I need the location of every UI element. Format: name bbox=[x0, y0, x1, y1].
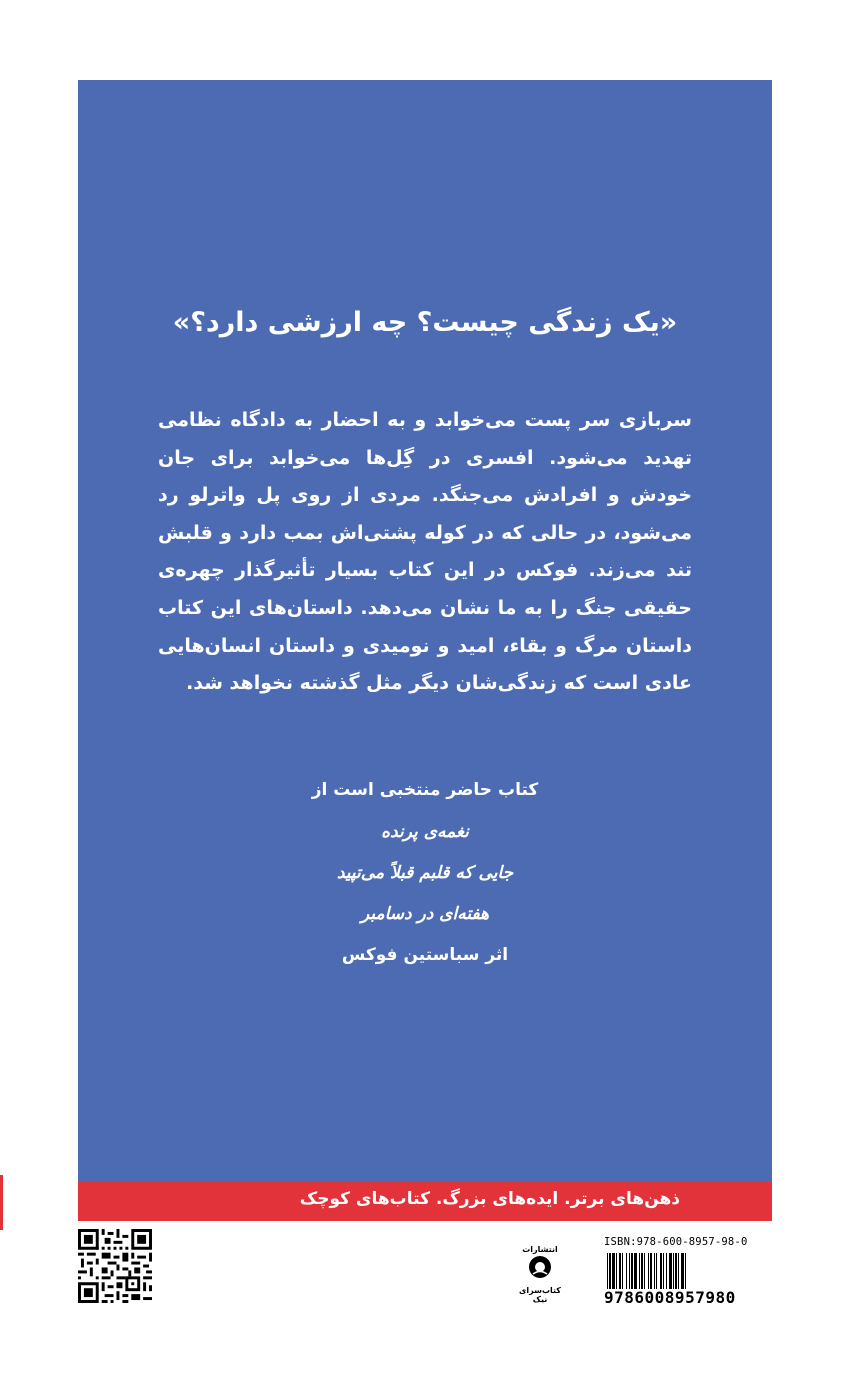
left-edge-stripe bbox=[0, 1175, 3, 1230]
barcode-bars bbox=[606, 1253, 774, 1289]
excerpt-title-3: هفته‌ای در دسامبر bbox=[360, 904, 490, 924]
barcode-number: 9786008957980 bbox=[604, 1288, 736, 1307]
tagline-text: ذهن‌های برتر. ایده‌های بزرگ. کتاب‌های کوچک bbox=[299, 1189, 680, 1209]
publisher-logo-line2: کتاب‌سرای نیک bbox=[519, 1286, 561, 1304]
isbn-label: ISBN:978-600-8957-98-0 bbox=[604, 1236, 748, 1248]
excerpts-list bbox=[78, 772, 772, 975]
isbn-barcode bbox=[604, 1236, 776, 1308]
qr-code bbox=[78, 1229, 152, 1303]
headline-quote: «یک زندگی چیست؟ چه ارزشی دارد؟» bbox=[172, 307, 678, 338]
back-cover-panel bbox=[78, 80, 772, 1182]
publisher-logo-line1: انتشارات bbox=[522, 1245, 558, 1254]
tagline-banner bbox=[78, 1182, 772, 1221]
author-credit: اثر سباستین فوکس bbox=[341, 945, 509, 965]
excerpt-title-2: جایی که قلبم قبلاً می‌تپید bbox=[336, 863, 514, 883]
synopsis-paragraph: سربازی سر پست می‌خوابد و به احضار به دادگاه نظامی تهدید می‌شود. افسری در گِل‌ها می‌خوابد برای جان خودش و افرادش می‌جنگد. مردی از روی پل واترلو رد می‌شود، در حالی که در کوله پشتی‌اش بمب دارد و قلبش تند می‌زند. فوکس در این کتاب بسیار تأثیرگذار چهره‌ی حقیقی جنگ را به ما نشان می‌دهد. داستان‌های این کتاب داستان مرگ و بقاء، امید و نومیدی و داستان انسان‌هایی عادی است که زندگی‌شان دیگر مثل گذشته نخواهد شد. bbox=[158, 409, 692, 695]
publisher-logo bbox=[519, 1245, 561, 1304]
excerpt-title-1: نغمه‌ی پرنده bbox=[381, 822, 469, 842]
publisher-emblem-icon bbox=[519, 1254, 561, 1280]
excerpts-intro: کتاب حاضر منتخبی است از bbox=[311, 780, 539, 800]
